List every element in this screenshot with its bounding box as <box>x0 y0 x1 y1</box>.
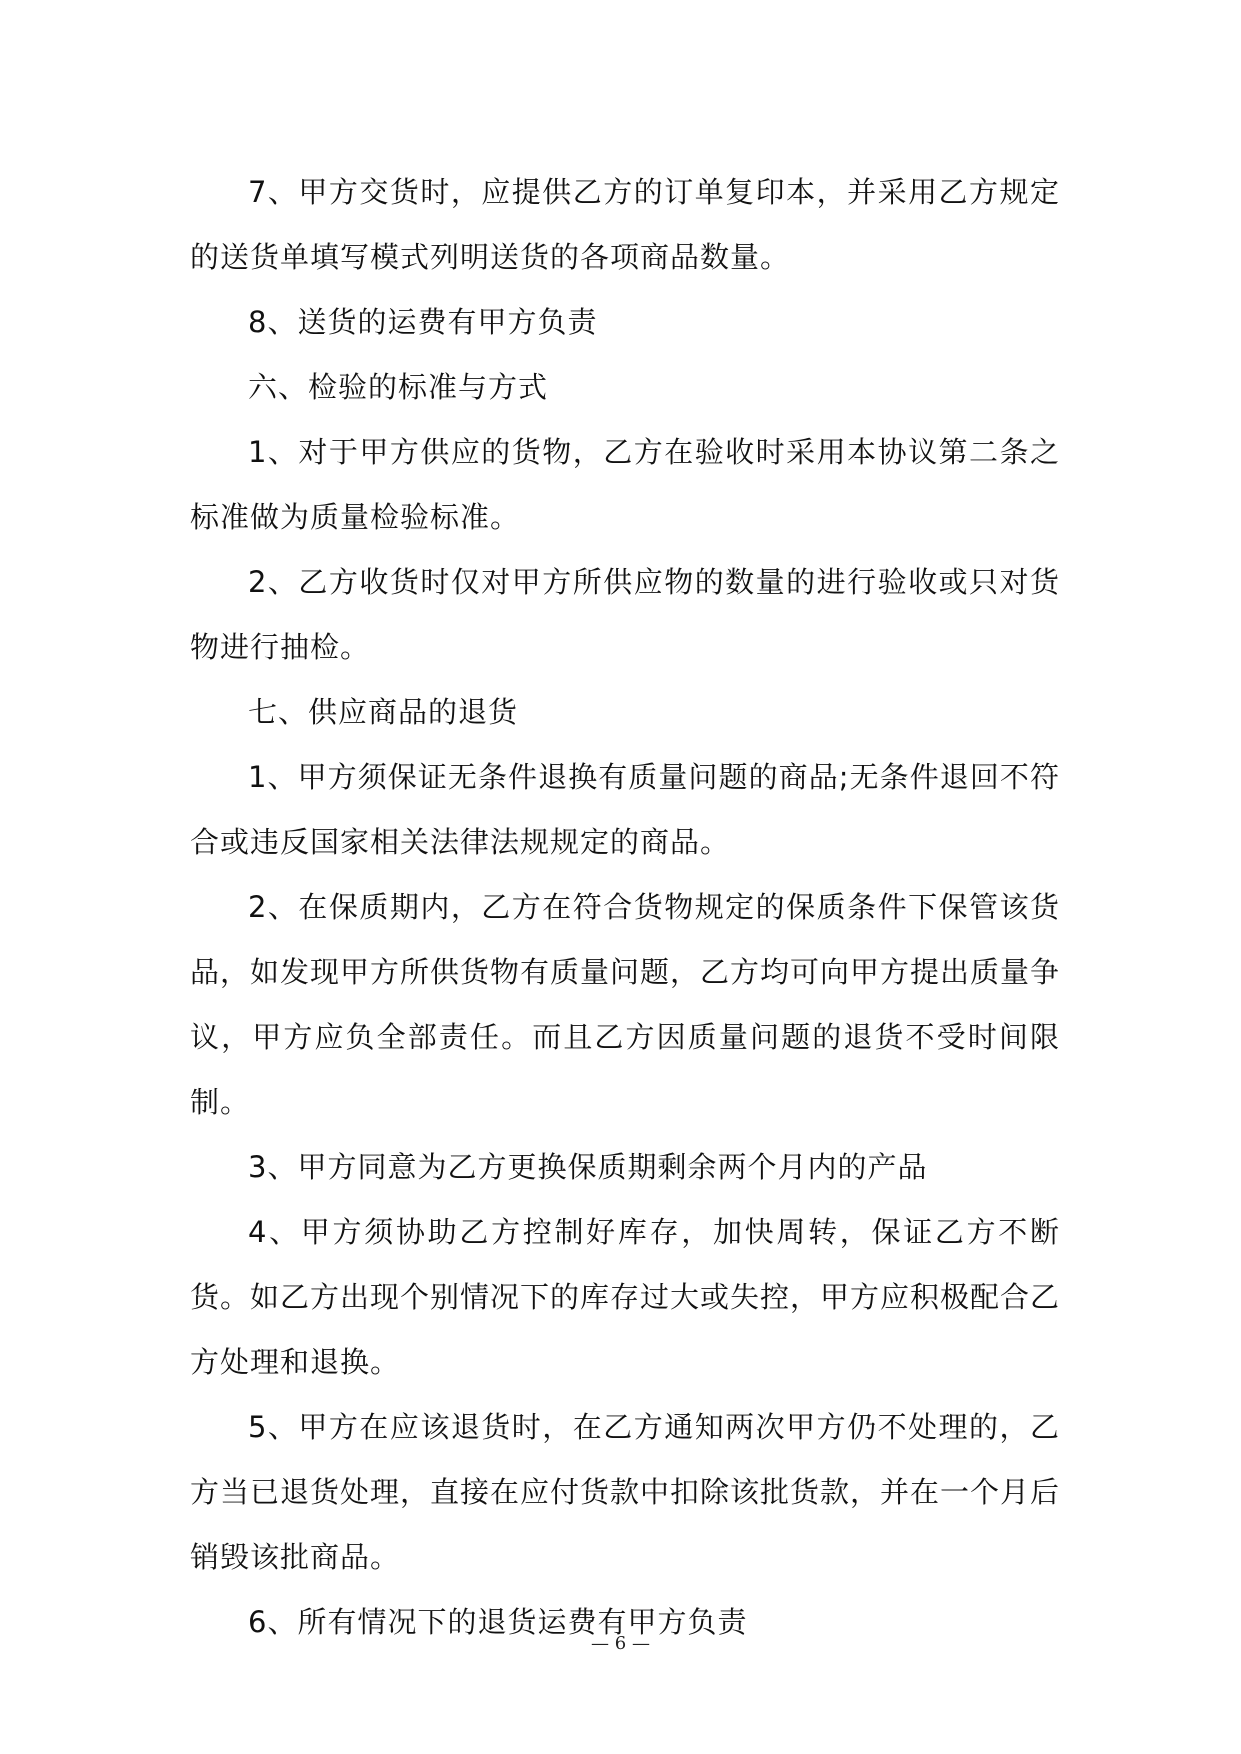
paragraph-returns-6: 6、所有情况下的退货运费有甲方负责 <box>248 1605 748 1639</box>
section-heading-inspection: 六、检验的标准与方式 <box>248 370 549 404</box>
paragraph-inspection-1: 1、对于甲方供应的货物，乙方在验收时采用本协议第二条之标准做为质量检验标准。 <box>190 435 1060 534</box>
page-number: — 6 — <box>591 1633 650 1654</box>
paragraph-7-delivery-order: 7、甲方交货时，应提供乙方的订单复印本，并采用乙方规定的送货单填写模式列明送货的各项商品数量。 <box>190 175 1060 274</box>
document-body <box>190 160 1060 1655</box>
paragraph-returns-1: 1、甲方须保证无条件退换有质量问题的商品;无条件退回不符合或违反国家相关法律法规规定的商品。 <box>190 760 1060 859</box>
paragraph-returns-4: 4、甲方须协助乙方控制好库存，加快周转，保证乙方不断货。如乙方出现个别情况下的库存过大或失控，甲方应积极配合乙方处理和退换。 <box>190 1215 1061 1379</box>
paragraph-returns-3: 3、甲方同意为乙方更换保质期剩余两个月内的产品 <box>248 1150 928 1184</box>
paragraph-8-freight: 8、送货的运费有甲方负责 <box>248 305 598 339</box>
paragraph-returns-5: 5、甲方在应该退货时，在乙方通知两次甲方仍不处理的，乙方当已退货处理，直接在应付货款中扣除该批货款，并在一个月后销毁该批商品。 <box>190 1410 1061 1574</box>
paragraph-inspection-2: 2、乙方收货时仅对甲方所供应物的数量的进行验收或只对货物进行抽检。 <box>190 565 1060 664</box>
paragraph-returns-2: 2、在保质期内，乙方在符合货物规定的保质条件下保管该货品，如发现甲方所供货物有质量问题，乙方均可向甲方提出质量争议，甲方应负全部责任。而且乙方因质量问题的退货不受时间限制。 <box>190 890 1061 1119</box>
section-heading-returns: 七、供应商品的退货 <box>248 695 519 729</box>
